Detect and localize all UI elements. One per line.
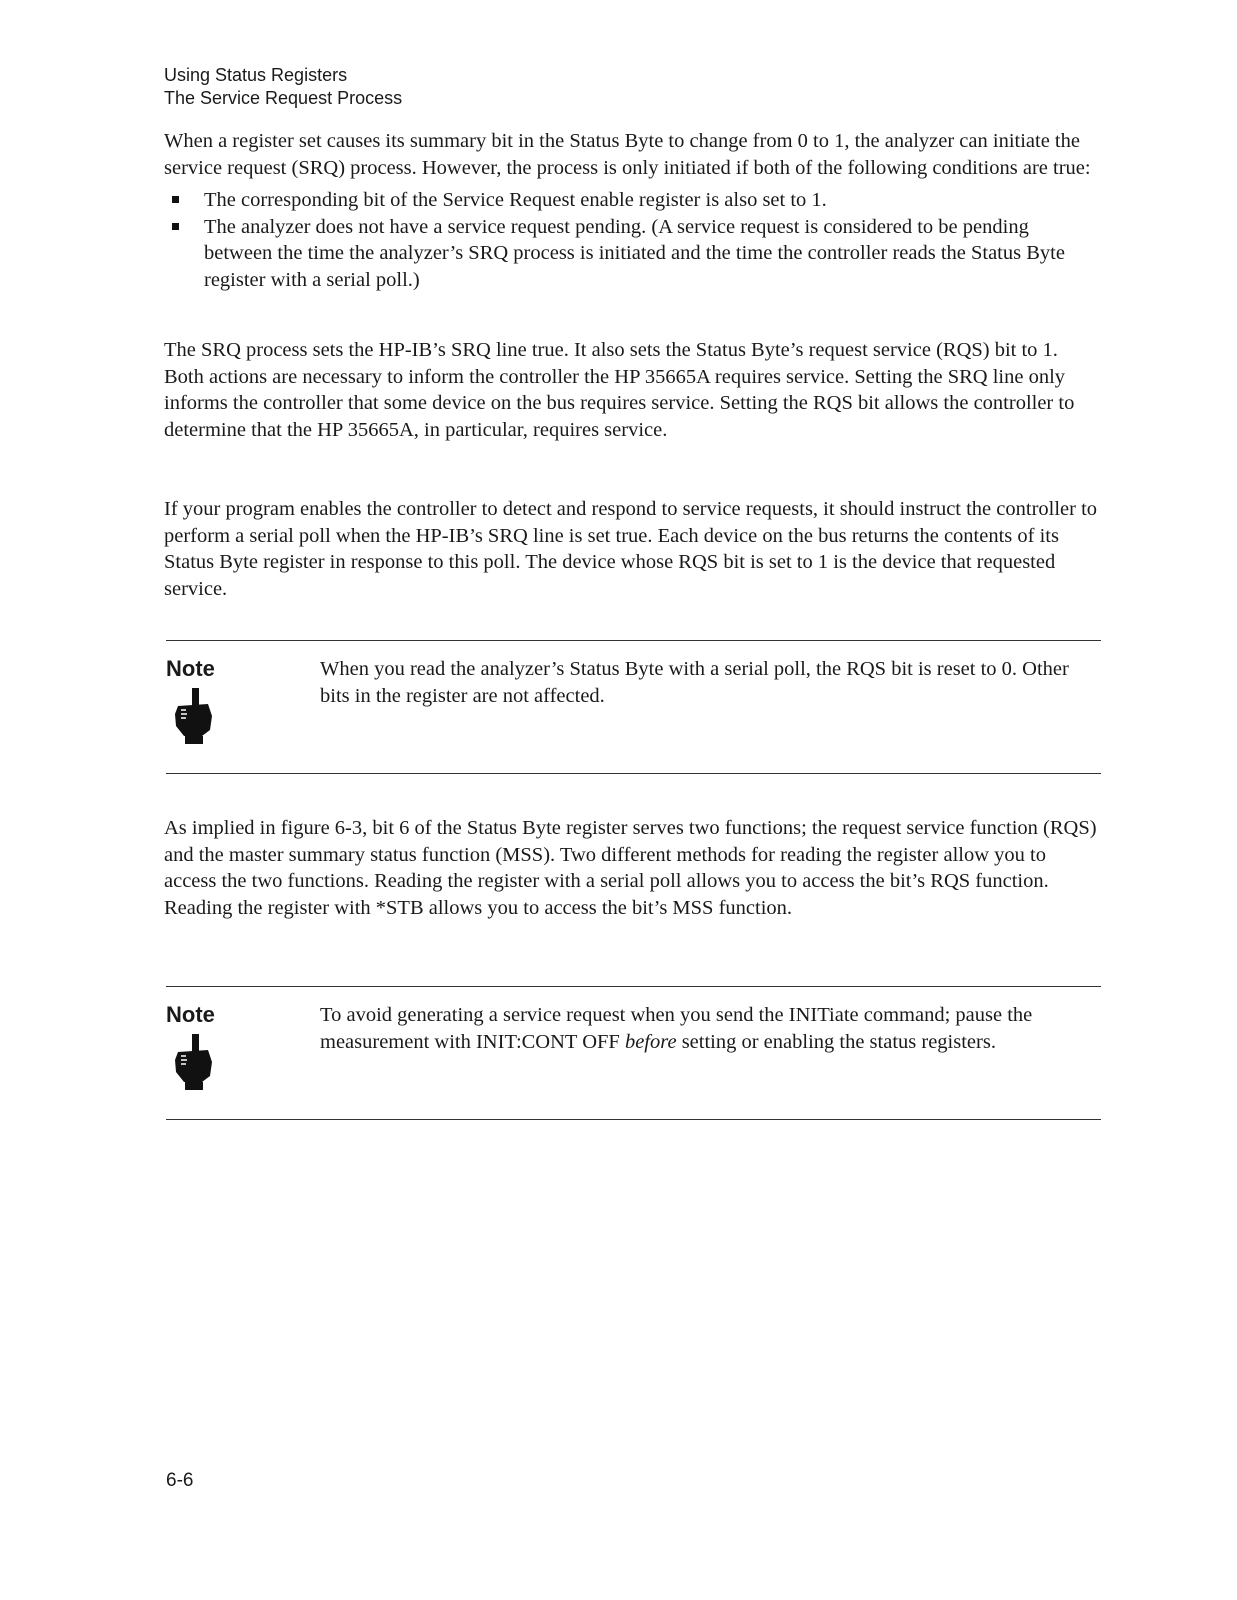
pointing-hand-icon: [172, 686, 216, 744]
note-label: Note: [166, 656, 215, 681]
note-divider-bottom: [166, 1119, 1101, 1120]
page-number: 6-6: [166, 1470, 194, 1491]
intro-paragraph: When a register set causes its summary bit in the Status Byte to change from 0 to 1, the analyzer can initiate the service request (SRQ) process. However, the process is only initiated if both of the following conditions are true:: [164, 130, 1091, 179]
note-label: Note: [166, 1002, 215, 1027]
bit6-paragraph: As implied in figure 6-3, bit 6 of the Status Byte register serves two functions; the request service function (RQS) and the master summary status function (MSS). Two different methods for reading the register allow you to access the two functions. Reading the register with a serial poll allows you to access the bit’s RQS function. Reading the register with *STB allows you to access the bit’s MSS function.: [164, 817, 1097, 919]
conditions-list: [164, 187, 1099, 293]
bullet-square-icon: [172, 196, 179, 203]
note-text-start: To avoid generating a service request when you send the INITiate command; pause the measurement with INIT:CONT OFF: [320, 1004, 1033, 1053]
serial-poll-paragraph: If your program enables the controller to detect and respond to service requests, it should instruct the controller to perform a serial poll when the HP-IB’s SRQ line is set true. Each device on the bus returns the contents of its Status Byte register in response to this poll. The device whose RQS bit is set to 1 is the device that requested service.: [164, 498, 1098, 600]
note-text-emphasis: before: [624, 1030, 677, 1053]
note-text: [320, 1002, 1100, 1055]
list-item-text: The analyzer does not have a service request pending. (A service request is considered to be pending between the time the analyzer’s SRQ process is initiated and the time the controller reads the Status Byte register with a serial poll.): [204, 215, 1065, 291]
list-item-text: The corresponding bit of the Service Request enable register is also set to 1.: [204, 189, 827, 211]
srq-process-paragraph: The SRQ process sets the HP-IB’s SRQ line true. It also sets the Status Byte’s request service (RQS) bit to 1. Both actions are necessary to inform the controller the HP 35665A requires service. Setting the SRQ line only informs the controller that some device on the bus requires service. Setting the RQS bit allows the controller to determine that the HP 35665A, in particular, requires service.: [164, 339, 1075, 441]
header-section-title: Using Status Registers: [164, 65, 348, 85]
pointing-hand-icon: [172, 1032, 216, 1090]
note-divider-top: [166, 640, 1101, 641]
intro-section: [164, 128, 1099, 293]
list-item: [164, 187, 1099, 214]
note-divider-top: [166, 986, 1101, 987]
bullet-square-icon: [172, 223, 179, 230]
note-text-end: setting or enabling the status registers.: [676, 1030, 996, 1053]
list-item: [164, 214, 1099, 294]
note-text: When you read the analyzer’s Status Byte with a serial poll, the RQS bit is reset to 0. Other bits in the register are not affected.: [320, 658, 1069, 707]
header-subsection-title: The Service Request Process: [164, 88, 403, 108]
running-header: [164, 64, 402, 110]
note-divider-bottom: [166, 773, 1101, 774]
